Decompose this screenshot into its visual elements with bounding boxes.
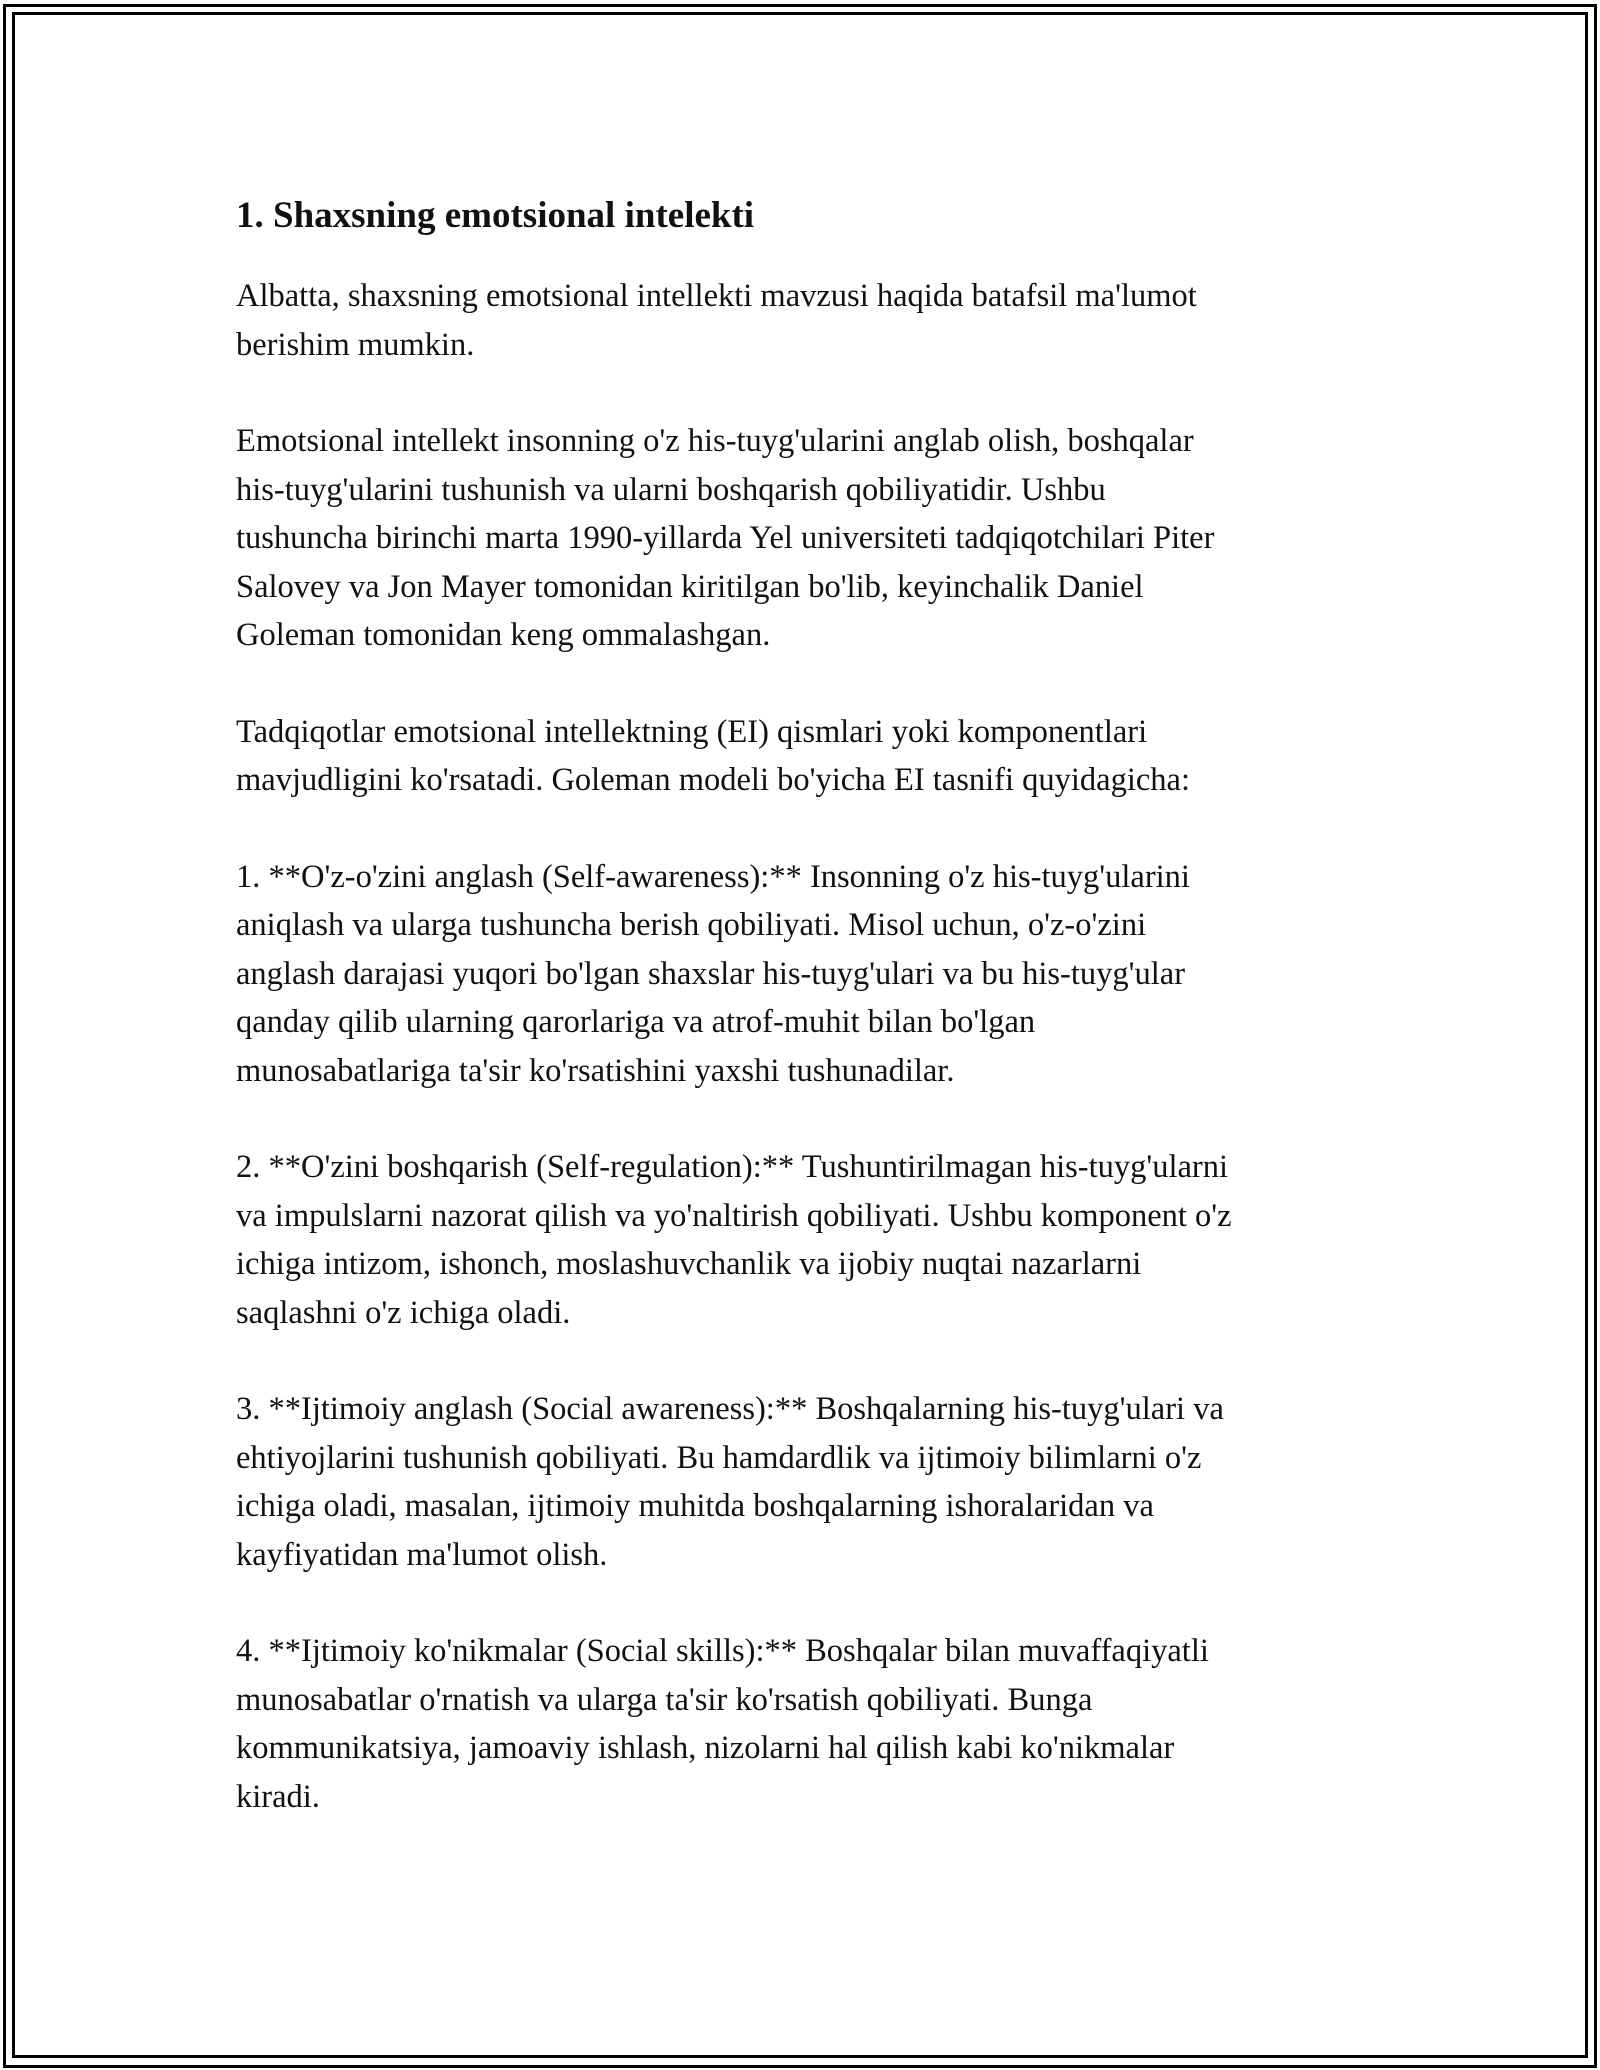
list-item-social-awareness: 3. **Ijtimoiy anglash (Social awareness):** Boshqalarning his-tuyg'ulari va ehtiyojlarini tushunish qobiliyati. Bu hamdardlik va ijtimoiy bilimlarni o'z ichiga oladi, masalan, ijtimoiy muhitda boshqalarning ishoralaridan va kayfiyatidan ma'lumot olish. (236, 1391, 1224, 1573)
list-item-self-awareness: 1. **O'z-o'zini anglash (Self-awareness):** Insonning o'z his-tuyg'ularini aniqlash va ularga tushuncha berish qobiliyati. Misol uchun, o'z-o'zini anglash darajasi yuqori bo'lgan shaxslar his-tuyg'ulari va bu his-tuyg'ular qanday qilib ularning qarorlariga va atrof-muhit bilan bo'lgan munosabatlariga ta'sir ko'rsatishini yaxshi tushunadilar. (236, 858, 1190, 1089)
definition-paragraph: Emotsional intellekt insonning o'z his-tuyg'ularini anglab olish, boshqalar his-tuyg'ularini tushunish va ularni boshqarish qobiliyatidir. Ushbu tushuncha birinchi marta 1990-yillarda Yel universiteti tadqiqotchilari Piter Salovey va Jon Mayer tomonidan kiritilgan bo'lib, keyinchalik Daniel Goleman tomonidan keng ommalashgan. (236, 423, 1215, 653)
components-intro-paragraph: Tadqiqotlar emotsional intellektning (EI) qismlari yoki komponentlari mavjudligini ko'rsatadi. Goleman modeli bo'yicha EI tasnifi quyidagicha: (236, 713, 1190, 798)
list-item-self-regulation: 2. **O'zini boshqarish (Self-regulation):** Tushuntirilmagan his-tuyg'ularni va impulslarni nazorat qilish va yo'naltirish qobiliyati. Ushbu komponent o'z ichiga intizom, ishonch, moslashuvchanlik va ijobiy nuqtai nazarlarni saqlashni o'z ichiga oladi. (236, 1149, 1232, 1331)
document-body (236, 188, 1376, 1869)
list-item-social-skills: 4. **Ijtimoiy ko'nikmalar (Social skills):** Boshqalar bilan muvaffaqiyatli munosabatlar o'rnatish va ularga ta'sir ko'rsatish qobiliyati. Bunga kommunikatsiya, jamoaviy ishlash, nizolarni hal qilish kabi ko'nikmalar kiradi. (236, 1633, 1209, 1815)
page-title: 1. Shaxsning emotsional intelekti (236, 195, 755, 236)
intro-paragraph: Albatta, shaxsning emotsional intellekti mavzusi haqida batafsil ma'lumot berishim mumkin. (236, 278, 1197, 363)
